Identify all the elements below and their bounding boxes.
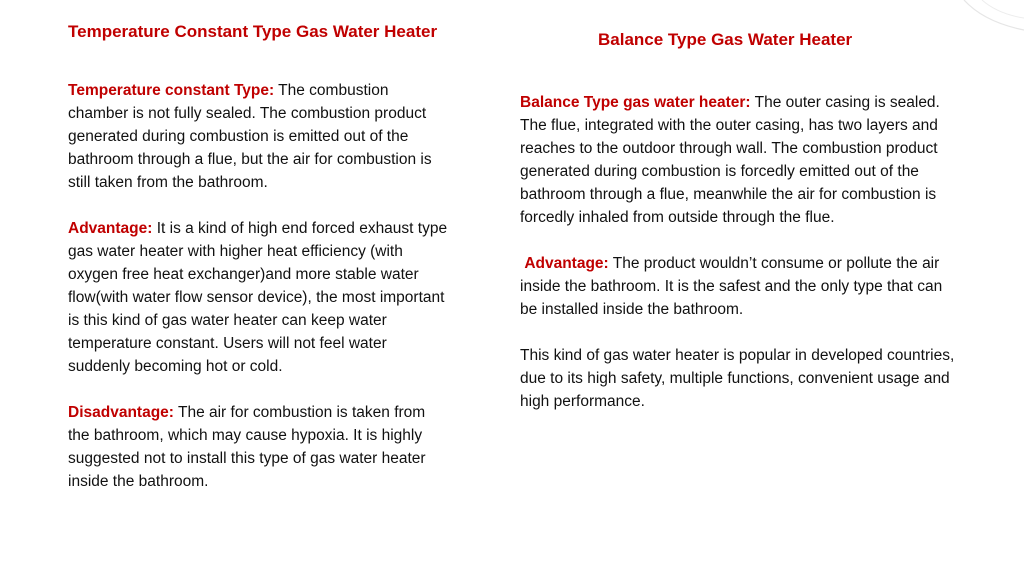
- paragraph-label: Advantage:: [524, 255, 609, 272]
- advantage-paragraph: [68, 217, 448, 378]
- paragraph-label: Temperature constant Type:: [68, 82, 275, 99]
- paragraph-label: Disadvantage:: [68, 404, 174, 421]
- left-heading: Temperature Constant Type Gas Water Heater: [68, 22, 438, 41]
- paragraph-text: The outer casing is sealed. The flue, integrated with the outer casing, has two layers and reaches to the outdoor through wall. The combustion product generated during combustion is forcedly emitted out of the bathroom through a flue, meanwhile the air for combustion is forcedly inhaled from outside through the flue.: [520, 94, 940, 226]
- balance-type-paragraph: [520, 91, 960, 229]
- right-column: [520, 91, 960, 413]
- right-heading: Balance Type Gas Water Heater: [598, 30, 853, 49]
- popularity-paragraph: [520, 344, 960, 413]
- paragraph-text: This kind of gas water heater is popular in developed countries, due to its high safety, multiple functions, convenient usage and high performance.: [520, 347, 955, 410]
- corner-decoration: [934, 0, 1024, 34]
- paragraph-text: The product wouldn’t consume or pollute the air inside the bathroom. It is the safest and the only type that can be installed inside the bathroom.: [520, 255, 943, 318]
- paragraph-text: The air for combustion is taken from the bathroom, which may cause hypoxia. It is highly suggested not to install this type of gas water heater inside the bathroom.: [68, 404, 426, 490]
- temperature-constant-paragraph: [68, 79, 448, 194]
- paragraph-label: Balance Type gas water heater:: [520, 94, 751, 111]
- paragraph-label: Advantage:: [68, 220, 153, 237]
- advantage-paragraph: [520, 252, 960, 321]
- paragraph-text: It is a kind of high end forced exhaust type gas water heater with higher heat efficiency (with oxygen free heat exchanger)and more stable water flow(with water flow sensor device), the most important is this kind of gas water heater can keep water temperature constant. Users will not feel water suddenly becoming hot or cold.: [68, 220, 448, 375]
- disadvantage-paragraph: [68, 401, 448, 493]
- left-column: [68, 79, 448, 493]
- paragraph-text: The combustion chamber is not fully sealed. The combustion product generated during combustion is emitted out of the bathroom through a flue, but the air for combustion is still taken from the bathroom.: [68, 82, 432, 191]
